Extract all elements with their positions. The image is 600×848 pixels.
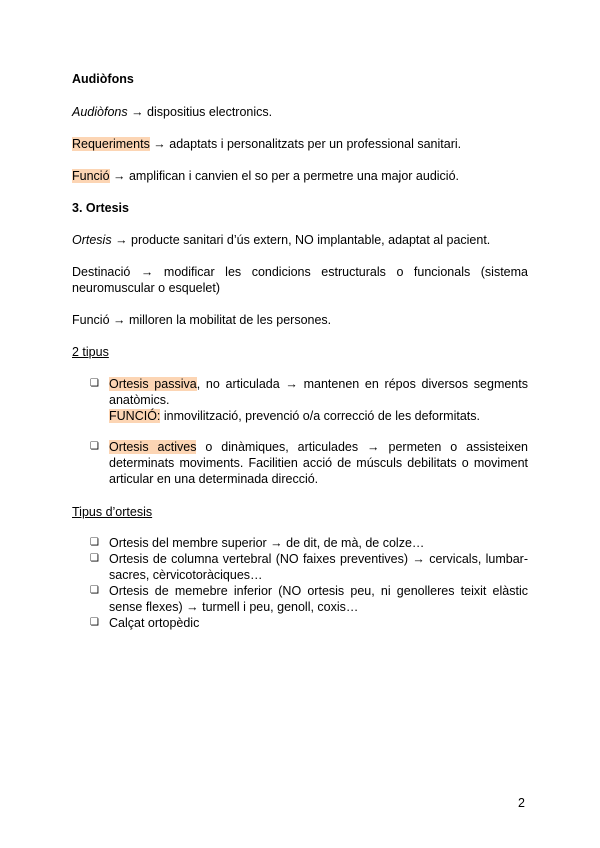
destinacio-paragraph: Destinació → modificar les condicions estructurals o funcionals (sistema neuromuscular o esquelet) [72,265,528,295]
audiofons-heading: Audiòfons [72,72,134,86]
actives-text: o dinàmiques, articulades → permeten o assisteixen determinats moviments. Facilitien acció de músculs debilitats o moviment articular en una determinada direcció. [109,440,528,486]
ortesis-text: → producte sanitari d’ús extern, NO implantable, adaptat al pacient. [111,233,491,247]
ortesis-heading: 3. Ortesis [72,201,129,215]
list-item: Ortesis del membre superior → de dit, de mà, de colze… [109,536,425,550]
ortesis-actives-item [109,439,528,487]
funcio-text: → amplifican i canvien el so per a permetre una major audició. [109,169,460,183]
ortesis-definition [72,232,528,248]
checkbox-bullet-icon: ❏ [90,585,99,596]
list-item: Calçat ortopèdic [109,616,200,630]
funcio-line [72,168,528,184]
audiofons-definition [72,104,528,120]
tipus-ortesis-heading: Tipus d’ortesis [72,505,153,519]
requeriments-text: → adaptats i personalitzats per un professional sanitari. [149,137,462,151]
checkbox-bullet-icon: ❏ [90,537,99,548]
page-number: 2 [518,796,525,810]
funcio-term: Funció [72,169,110,183]
passiva-funcio-text: inmovilització, prevenció o/a correcció de les deformitats. [160,409,480,423]
audiofons-term: Audiòfons [72,105,128,119]
checkbox-bullet-icon: ❏ [90,441,99,452]
checkbox-bullet-icon: ❏ [90,378,99,389]
audiofons-text: → dispositius electronics. [127,105,273,119]
passiva-funcio-label: FUNCIÓ: [109,409,161,423]
requeriments-term: Requeriments [72,137,150,151]
checkbox-bullet-icon: ❏ [90,617,99,628]
checkbox-bullet-icon: ❏ [90,553,99,564]
actives-term: Ortesis actives [109,440,197,454]
ortesis-term: Ortesis [72,233,112,247]
dos-tipus-heading: 2 tipus [72,345,109,359]
ortesis-passiva-item [109,376,528,424]
passiva-text: , no articulada → mantenen en répos diversos segments anatòmics. [109,377,528,407]
passiva-term: Ortesis passiva [109,377,197,391]
requeriments-line [72,136,528,152]
list-item: Ortesis de columna vertebral (NO faixes preventives) → cervicals, lumbar-sacres, cèrvicotoràciques… [109,552,528,582]
funcio-mobilitat-line: Funció → milloren la mobilitat de les persones. [72,313,332,327]
list-item: Ortesis de memebre inferior (NO ortesis peu, ni genolleres teixit elàstic sense flexes) → turmell i peu, genoll, coxis… [109,584,528,614]
